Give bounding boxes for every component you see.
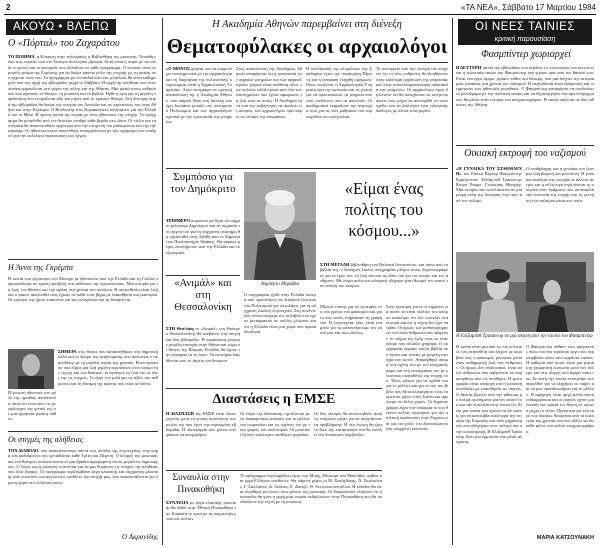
center-sub-2: «Ανιμάλ» και στη Θεσσαλονίκη — [174, 278, 232, 313]
right-photo-caption: Η Ελίζαμπεθ Τράισενορ σε μια σκηνή από την ταινία του Φασμπίντερ — [456, 334, 593, 339]
center-headline: Θεματοφύλακες οι αρχαιολόγοι — [166, 34, 448, 58]
left-rule-2 — [8, 431, 158, 432]
left-title: Ο «Πόρταλ» του Ζαχαράτου — [8, 38, 120, 49]
center-article-col-2: Στην ανακοίνωση της Ακαδημίας Αθηνών αναφέρεται ότι η προστασία των αρχαίων μνημείων και των αρχαιολογικών χώρων είναι υπόθεση όλων των πολιτών αλλά πρώτα από όλα των επιστημόνων που έχουν αφιερώσει τη ζωή τους σε αυτήν. Η Ακαδημία ζητά από την κυβέρνηση να ακούσει τις απόψεις των αρχαιολόγων πριν πάρει τις τελικές της αποφάσεις. — [236, 66, 302, 119]
col-rule-right — [452, 18, 453, 545]
moravia-portrait — [244, 172, 316, 280]
center-sub-2-text: ΣΤΗ Θεσ/νίκη το «Ανιμάλ» του Θεάτρου Θεσσαλονίκης θα ανεβαίνει στη σκηνή για δύο εβδομάδες. Η παράσταση γνώρισε μεγάλη επιτυχία στην Αθήνα και τώρα οι θεατές της Βόρειας Ελλάδας θα έχουν την ευκαιρία να τη δουν. Τα εισιτήρια διατίθενται από το ταμείο του θεάτρου. — [166, 326, 240, 363]
center-article-col-4: Το υπουργείο από την πλευρά του επιμένει ότι οι νέες ρυθμίσεις θα βοηθήσουν στην καλύτερη οργάνωση της υπηρεσίας και στην αποτελεσματικότερη προστασία των μνημείων. Οι αρχαιολόγοι όμως δηλώνουν ότι θα συνεχίσουν τις κινητοποιήσεις τους μέχρι να αποσυρθεί το νομοσχέδιο και να ξεκινήσει ένας ειλικρινής διάλογος με όλους τους φορείς. — [376, 66, 448, 114]
left-banner-title: ΑΚΟΥΩ • ΒΛΕΠΩ — [12, 21, 110, 33]
right-signature: ΜΑΡΙΑ ΚΑΤΣΟΥΝΑΚΗ — [536, 535, 594, 541]
right-article-text: Η ΔΕΥΤΕΡΗ ταινία της εβδομάδας που κέρδισε τις εντυπώσεις του κοινού είναι η τελευταία ταινία του Φασμπίντερ που γύρισε πριν από τον θάνατό του. Είναι ένα έργο ώριμο, γεμάτο πάθος και δύναμη, που μας δείχνει την ιστορία μιας γυναίκας στα χρόνια του ναζισμού. Η σκηνοθεσία είναι εξαιρετική και οι ερμηνείες των ηθοποιών μοναδικές. Ο Φασμπίντερ καταφέρνει να συνδυάσει το μελόδραμα με την πολιτική σκέψη και να δημιουργήσει ένα αριστούργημα που θα μείνει στην ιστορία του κινηματογράφου. Η ταινία παίζεται σε δύο αίθουσες της Αθήνας. — [456, 65, 594, 108]
right-article-3-text-a: Η ταινία είναι μια από τις πιο πολιτικές του σκηνοθέτη και δείχνει με ακρίβεια πώς ο φασισμός γεννιέται μέσα στην καθημερινή ζωή των ανθρώπων. Οι ήρωες δεν είναι κακοί, είναι απλοί άνθρωποι που αφήνονται να παρασυρθούν από τις συνθήκες. Η φωτογραφία είναι υπέροχη και η μουσική συνοδεύει με ευαισθησία τις σκηνές. Ο θεατής βγαίνει από την αίθουσα με πολλά ερωτήματα για τον εαυτό του και την κοινωνία στην οποία ζει. Είναι μια ταινία που πρέπει να δει κανείς για να καταλάβει καλύτερα την ιστορία της Ευρώπης και τους μηχανισμούς που οδήγησαν στον πόλεμο και στην καταστροφή. Η Ελίζαμπεθ Τράισενορ δίνει μια ερμηνεία που μένει αξέχαστη. — [456, 344, 522, 445]
center-rule-3 — [166, 388, 382, 389]
center-sub-4-text: ΣΥΝΑΥΛΙΑ με έργα κλασικής μουσικής θα δοθεί στην Εθνική Πινακοθήκη την Κυριακή το πρωί με τη συμμετοχή γνωστών σολίστ. — [166, 500, 236, 521]
center-sub-3-text-1: Η ΔΙΑΣΠΑΣΗ της ΕΜΣΕ είναι πλέον γεγονός μετά τη γενική συνέλευση των μελών της που έγινε την περασμένη εβδομάδα. Η πλειοψηφία των μελών αποφάσισε να αποχωρήσει. — [166, 411, 236, 438]
right-title-2: Οικιακή εκτροφή του ναζισμού — [464, 148, 586, 159]
center-sub-1: Συμπόσιο για τον Δημόκριτο — [170, 171, 236, 195]
right-banner-subtitle: κριτική παρουσίαση — [494, 36, 556, 43]
header-rule — [4, 14, 596, 15]
left-article-text: ΤΟ ΠΟΙΗΜΑ, η Κόκκινη στην τηλεόραση, η Βιβλιοθήκη της μουσικής. Νοταθή είναι στις πορείες που στο δεύτερο συλλογικό μήνυμα. Αυτή είναι η σειρά με τα οποία το μενού και οι εκπομπές που αλλάζουν σε κάθε πρόγραμμα. Ο πίνακας είναι το μεγάλο ρεύμα της Ευρώπης για να δούμε κάποιο ρόλο της στιγμής με τη σκέψη που έρχεται στον νου. Το πρόγραμμα για τα παιδιά και τους μεγάλους θα είναι καθημερινό από την αρχή της εβδομάδας μέχρι το Σάββατο. Η αρχή της αλήθειας που στον πίνακα εμφανίζεται στις μέρες της πόλης και της Αθήνας. Μια ματιά στους ανθρώπους που αγαπούν το θέατρο, τη μουσική και τα βιβλία. Ηρθε η ώρα για τη μεγάλη παράσταση που ετοιμάζεται εδώ και μήνες από το κρατικό θέατρο. Στη δεύτερη σειρά της εβδομάδας θα δούμε την ιστορία του Λεωνίδα και τις περιπέτειες του στην Αθήνα και στην Κέρκυρα. Ο Βουλευτής στις Κυριακάτικες συζητήσεις για την Ελλάδα και το Μάιο. Η πρώτη ταινία της σειράς με τους ηθοποιούς της εποχής. Το πρόγραμμα θα μεταδοθεί από τον δεύτερο σταθμό κάθε βράδυ στις δέκα. Οι τίτλοι και τα ονόματα θα ανακοινωθούν αργότερα από την επιτροπή του ραδιοφώνου και της τηλεόρασης. Οι ηθοποιοί και οι σκηνοθέτες συνεργάζονται με την ορχήστρα του σταθμού για την καλύτερη παρουσίαση των έργων. — [8, 54, 156, 139]
center-sub-1-text: ΤΡΙΗΜΕΡΟ συμπόσιο με θέμα τον αρχαίο φιλόσοφο Δημόκριτο και τη σημασία του έργου του για τη σύγχρονη επιστήμη θα οργανωθεί στην Ξάνθη από το Δημοκρίτειο Πανεπιστήμιο Θράκης. Θα πάρουν μέρος επιστήμονες από την Ελλάδα και το εξωτερικό. — [166, 218, 240, 255]
center-sub-4: Συναυλία στην Πινακοθήκη — [172, 473, 230, 495]
left-footer-mark: Ο Ακρανίδης — [122, 533, 158, 541]
right-photo — [456, 252, 594, 332]
col-rule-left — [162, 18, 163, 545]
center-moravia-text-1: Ο συγγραφέας ήρθε στην Ελλάδα ύστερα από πρόσκληση του Ιταλικού Ινστιτούτου Πολιτισμού για να μιλήσει για τη σύγχρονη ιταλική λογοτεχνία. Στη συνέντευξη τύπου ανέφερε ότι τα βιβλία του έχουν μεταφραστεί σε πολλές γλώσσες και ότι η Ελλάδα είναι μια χώρα που αγαπά ιδιαίτερα. — [244, 292, 316, 335]
right-article-2-text-a: «Η ΓΥΝΑΙΚΑ ΤΟΥ ΣΤΑΘΜΑΡΧΗ» του Ράινερ Βέρνερ Φασμπίντερ. Ερμηνεύουν: Ελίζαμπεθ Τράισενορ, Κουρτ Ραάμπ, Γκούσταφ Μπαγιέρ. Μια ιστορία που εκτυλίσσεται σε μια μικρή πόλη της Αυστρίας λίγο πριν από τον πόλεμο. — [456, 166, 522, 203]
center-sub-3-text-2: Οι λόγοι της διάσπασης σχετίζονται με τις διαφορετικές απόψεις για το μέλλον του σωματείου και τις σχέσεις του με τους φορείς του πολιτισμού. Οι μουσικοί ζητούν καλύτερες συνθήκες εργασίας. — [240, 411, 310, 438]
center-sub-3-text-3: Οι δύο πλευρές θα συναντηθούν ξανά τις επόμενες μέρες για να συζητήσουν τα προβλήματα. Η νέα ένωση θα έχει το δικό της καταστατικό και θα εκλέξει νέο διοικητικό συμβούλιο. — [314, 411, 382, 438]
right-banner-title: ΟΙ ΝΕΕΣ ΤΑΙΝΙΕΣ — [475, 21, 575, 33]
left-rule-1 — [8, 259, 158, 260]
film-still — [456, 252, 594, 332]
center-article-col-1: «Ο ΜΟΝΟΣ φορέας για να συμμετέχει επιστημονικά με την αρχαιολογία και τη διαχείριση της πολιτιστικής κληρονομιάς είναι η Αρχαιολογική Υπηρεσία». Αυτό υπογράφει σε σχετική ανακοίνωσή της η Ακαδημία Αθηνών, που παίρνει θέση στη διένεξη που έχει ξεσπάσει μεταξύ του υπουργείου Πολιτισμού και των αρχαιολόγων σχετικά με την προστασία των μνημείων. — [166, 66, 232, 124]
center-rule-2 — [166, 275, 240, 276]
left-title-3: Οι στιγμές της αλήθειας — [8, 435, 84, 444]
right-article-3-text-b: Ο Φασμπίντερ πέθανε νέος αφήνοντας πίσω του ένα τεράστιο έργο που περιλαμβάνει πάνω από σαράντα ταινίες. Η καθεμιά από αυτές είναι μια ματιά στη γερμανική κοινωνία μετά τον πόλεμο και στις πληγές που άφησε πίσω του. Σε αυτή την ταινία επιστρέφει στο παρελθόν για να εξηγήσει το παρόν και να μας προειδοποιήσει για το μέλλον. Η αφήγηση είναι αργή αλλά πάντα ενδιαφέρουσα και οι σκηνές έχουν μια ένταση που κρατά τον θεατή σε αγωνία μέχρι το τέλος. Πρόκειται για ένα έργο που δικαίως θεωρείται από τα καλύτερα της χρονιάς και που αξίζει να δει κάθε φίλος του καλού κινηματογράφου. — [526, 344, 594, 434]
left-article-2-text: Η ταινία που γυρίστηκε στο Μόναχο με ηθοποιούς από την Ελλάδα και τη Γαλλία παρουσιάζεται σε πρώτη προβολή στις αίθουσες της πρωτεύουσας. Μια ιστορία για τη ζωή, τον θάνατο και την αγάπη στα χρόνια του πολέμου. Η σκηνοθεσία είναι λιτή και ο φακός ακολουθεί τους ήρωες σε κάθε τους βήμα με ευαισθησία και μαστοριά. Οι κριτικοί την έχουν επαινέσει για την ειλικρίνεια και τη δύναμή της. — [8, 276, 158, 303]
center-quote: «Είμαι ένας πολίτης του κόσμου...» — [344, 179, 424, 240]
left-article-3-text: ΤΟΝ ΔΙΑΒΟΛΟ, που ανακαλύπτουμε πάντα στις σελίδες της λογοτεχνίας, στη σειρά του ραδιοφώνου που μεταδίδεται κάθε Τρίτη και Πέμπτη. Ο κόσμος της μουσικής και του θεάτρου συναντιούνται σε μια βραδιά αφιερωμένη στους μεγάλους δημιουργούς. Ο λόγος και η μουσική ενώνονται για να μας θυμίσουν τις στιγμές της αλήθειας που όλοι ζήσαμε. Το πρόγραμμα περιλαμβάνει έργα κλασικής και σύγχρονης μουσικής από γνωστούς και άγνωστους συνθέτες της εποχής μας, που παρουσιάζονται για πρώτη φορά στο ελληνικό κοινό. — [8, 448, 158, 485]
right-rule-1 — [456, 145, 594, 146]
left-banner — [6, 19, 116, 35]
page-number: 2 — [6, 3, 11, 12]
center-rule-4 — [166, 470, 382, 471]
center-sub-3: Διαστάσεις η ΕΜΣΕ — [212, 392, 336, 407]
left-article-2-text-c: Η γνωστή ηθοποιός στο ρόλο της ηρωίδας αποδεικνύει ξανά ότι είναι από τις μεγαλύτερες της γενιάς της σε μια ερμηνεία γεμάτη πάθος. — [8, 390, 56, 422]
center-article-col-3: Η συνεδρίαση της ολομέλειας της Ακαδημίας έγινε την περασμένη Πέμπτη και η απόφαση ελήφθη ομόφωνα. Όπως τονίζεται, η Αρχαιολογική Υπηρεσία έχει την εμπειρία και τη γνώση για να προστατεύσει τα μνημεία από τους κινδύνους που τα απειλούν. Οι ακαδημαϊκοί εκφράζουν την ανησυχία τους για τις νέες ρυθμίσεις του νομοσχεδίου που συζητείται. — [306, 66, 372, 119]
right-title: Φασμπίντερ χωριαρχεί — [481, 49, 571, 60]
center-headline-rule — [166, 62, 448, 63]
center-sub-4-text-2: Το πρόγραμμα περιλαμβάνει έργα των Μπαχ, Μότσαρτ και Μπετόβεν, καθώς και έργα Ελλήνων συνθετών. Θα πάρουν μέρος οι Μ. Χατζηδάκης, Ν. Σκαλκώτας, Γ. Σισιλιάνος, Δ. Λιάλιος, Ε. Δανιήλ, Θ. Αντωνίου και άλλοι. Η είσοδος θα είναι ελεύθερη για όλους τους φίλους της μουσικής. Οι διοργανωτές ελπίζουν ότι η συναυλία θα γίνει η αρχή μιας σειράς εκδηλώσεων στην Πινακοθήκη που θα συνδυάζουν την τέχνη με τη μουσική. — [240, 473, 382, 505]
center-quote-intro: ΣΤΗ ΜΕΓΑΛΗ βιβλιοθήκη του Βολιανά Ινστιτούτου, και πάνω από τα βιβλία της, ο διάσημος Ιταλός συγγραφέας μίλησε στους δημοσιογράφους για το έργο του, τη ζωή του και τις ιδέες του για τον κόσμο και τον άνθρωπο. Με λόγια απλά και ειλικρινή εξήγησε γιατί θεωρεί τον εαυτό του πολίτη του κόσμου. — [320, 262, 448, 289]
left-article-2-text-b: ΣΗΜΕΡΑ στις θέσεις που κατακτήθηκαν στη δημοτική αλλά και το δρόμο της αναγνώρισης που απέκτησε ο σκηνοθέτης με τη μεγάλη ταινία της χρονιάς. Είναι πρόσωπο που έζησε μια ζωή γεμάτη περιπέτειες στον κόσμο της τέχνης και του θεάτρου, κι αγάπησε τη ζωή του σε όλες της τις στιγμές. Το έργο του μιλά για τις αξίες του ανθρώπου και τη δύναμη της αγάπης που νικά τα πάντα. — [58, 349, 158, 386]
right-banner — [458, 19, 592, 45]
center-moravia-text-2: Μίλησε επίσης για τις εμπειρίες του στα χρόνια του φασισμού και για το πώς αυτές επηρέασαν τη γραφή του. Η λογοτεχνία, είπε, είναι ένα μέσο για να κατανοήσουμε τον εαυτό μας και τους άλλους. — [320, 304, 382, 336]
center-moravia-text-3: Στην ερώτηση για το τι σημαίνει για αυτόν να είναι πολίτης του κόσμου απάντησε ότι δεν πιστεύει στα σύνορα και ότι η τέχνη δεν έχει πατρίδα. Οι ήρωες των μυθιστορημάτων του είναι άνθρωποι που ψάχνουν το νόημα της ζωής τους σε έναν κόσμο που αλλάζει γρήγορα. Ο συγγραφέας έγραψε πολλά βιβλία που έγιναν και ταινίες με μεγάλη επιτυχία στο κοινό. Αναφέρθηκε ακόμη στη σχέση του με τον κινηματογράφο και στη συνεργασία του με γνωστούς σκηνοθέτες της εποχής του. Τέλος μίλησε για τα σχέδιά του για το μέλλον και για το νέο του βιβλίο που θα κυκλοφορήσει τους επόμενους μήνες στην Ιταλία και αργότερα σε άλλες χώρες. Οι δημοσιογράφοι είχαν την ευκαιρία να του θέσουν πολλές ερωτήσεις για την πολιτική κατάσταση στην Ευρώπη και για τον ρόλο του διανοούμενου στη σύγχρονη κοινωνία. — [386, 304, 448, 431]
center-rule-1 — [166, 168, 448, 169]
paper-date: «ΤΑ ΝΕΑ», Σάββατο 17 Μαρτίου 1984 — [461, 3, 596, 12]
center-photo — [244, 172, 316, 280]
left-photo — [8, 349, 54, 389]
page-header — [4, 3, 596, 13]
center-photo-caption: Αλμπέρτο Μοράβια — [260, 282, 300, 287]
left-title-2: Η Άννα της Γκρέμπα — [8, 263, 74, 272]
left-photo-portrait — [8, 349, 54, 389]
center-kicker: Η Ακαδημία Αθηνών παρεμβαίνει στη διένεξη — [212, 19, 402, 30]
right-article-2-text-b: Ο σταθμάρχης και η γυναίκα του ζουν μια ζωή βαρετή και μονότονη. Η γυναίκα αναζητά την ευτυχία σε άλλους άντρες και η πόλη σιγά σιγά γίνεται το σκηνικό ενός δράματος που αντανακλά την κοινωνία της εποχής και τη γέννηση του ναζισμού μέσα στο σπίτι. — [526, 166, 594, 203]
